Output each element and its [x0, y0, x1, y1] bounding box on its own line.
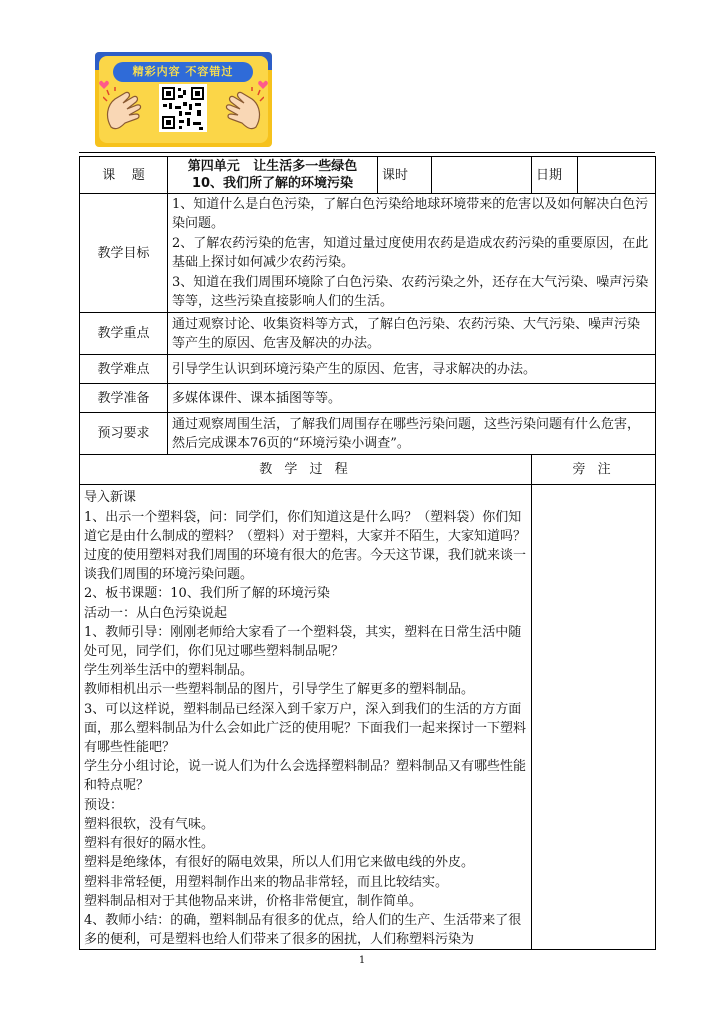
objective-line: 2、了解农药污染的危害，知道过量过度使用农药是造成农药污染的重要原因，在此基础上探讨如何减少农药污染。 — [172, 235, 649, 271]
row-label: 教学难点 — [80, 355, 168, 384]
process-paragraph: 2、板书课题：10、我们所了解的环境污染 — [84, 586, 330, 602]
row-label: 教学准备 — [80, 384, 168, 413]
difficulties-content: 引导学生认识到环境污染产生的原因、危害，寻求解决的办法。 — [168, 355, 656, 384]
process-paragraph: 3、可以这样说，塑料制品已经深入到千家万户，深入到我们的生活的方方面面，那么塑料制品为什么会如此广泛的使用呢？下面我们一起来探讨一下塑料有哪些性能吧？ — [84, 701, 527, 756]
qr-code-icon — [159, 84, 207, 132]
preparation-content: 多媒体课件、课本插图等等。 — [168, 384, 656, 413]
label-date: 日期 — [532, 157, 578, 194]
row-label: 预习要求 — [80, 413, 168, 455]
objective-line: 3、知道在我们周围环境除了白色污染、农药污染之外，还存在大气污染、噪声污染等等，这些污染直接影响人们的生活。 — [172, 274, 649, 310]
unit-title: 第四单元 让生活多一些绿色 — [187, 159, 358, 174]
process-paragraph: 导入新课 — [84, 490, 137, 506]
heart-icon — [99, 80, 109, 90]
process-paragraph: 1、教师引导：刚刚老师给大家看了一个塑料袋，其实，塑料在日常生活中随处可见，同学们，你们见过哪些塑料制品呢？ — [84, 624, 522, 660]
process-header-row — [80, 455, 656, 485]
header-row — [80, 157, 656, 194]
period-value[interactable] — [432, 157, 532, 194]
process-header: 教 学 过 程 — [80, 455, 532, 485]
page-number: 1 — [358, 955, 366, 966]
preparation-row — [80, 384, 656, 413]
process-paragraph: 活动一：从白色污染说起 — [84, 605, 228, 621]
process-paragraph: 教师相机出示一些塑料制品的图片，引导学生了解更多的塑料制品。 — [84, 682, 475, 698]
process-body-row — [80, 485, 656, 950]
heart-icon — [258, 80, 268, 90]
process-paragraph: 塑料是绝缘体，有很好的隔电效果，所以人们用它来做电线的外皮。 — [84, 855, 475, 871]
date-value[interactable] — [578, 157, 656, 194]
notes-header: 旁 注 — [532, 455, 656, 485]
preview-row — [80, 413, 656, 455]
process-paragraph: 塑料很软，没有气味。 — [84, 816, 215, 832]
objectives-content — [168, 194, 656, 313]
process-paragraph: 4、教师小结：的确，塑料制品有很多的优点，给人们的生产、生活带来了很多的便利，可是塑料也给人们带来了很多的困扰，人们称塑料污染为 — [84, 912, 522, 948]
promo-banner[interactable] — [95, 52, 272, 147]
lesson-plan-table — [79, 156, 656, 950]
key-points-content: 通过观察讨论、收集资料等方式，了解白色污染、农药污染、大气污染、噪声污染等产生的原因、危害及解决的办法。 — [168, 313, 656, 355]
process-paragraph: 塑料非常轻便，用塑料制作出来的物品非常轻，而且比较结实。 — [84, 874, 449, 890]
lesson-title-cell — [168, 157, 378, 194]
process-paragraph: 预设： — [84, 797, 124, 813]
process-paragraph: 学生列举生活中的塑料制品。 — [84, 663, 254, 679]
row-label: 教学目标 — [80, 194, 168, 313]
objective-line: 1、知道什么是白色污染，了解白色污染给地球环境带来的危害以及如何解决白色污染问题。 — [172, 197, 649, 232]
difficulties-row — [80, 355, 656, 384]
process-paragraph: 学生分小组讨论，说一说人们为什么会选择塑料制品？塑料制品又有哪些性能和特点呢？ — [84, 759, 527, 794]
key-points-row — [80, 313, 656, 355]
lesson-title: 10、我们所了解的环境污染 — [191, 176, 354, 191]
preview-content: 通过观察周围生活，了解我们周围存在哪些污染问题，这些污染问题有什么危害，然后完成课本76页的“环境污染小调查”。 — [168, 413, 656, 455]
row-label: 教学重点 — [80, 313, 168, 355]
label-ke-ti: 课 题 — [80, 157, 168, 194]
notes-content[interactable] — [532, 485, 656, 950]
banner-title: 精彩内容 不容错过 — [113, 62, 253, 82]
label-period: 课时 — [378, 157, 432, 194]
clapping-hands-right-icon — [222, 87, 264, 133]
clapping-hands-left-icon — [103, 87, 145, 133]
process-paragraph: 1、出示一个塑料袋，问：同学们，你们知道这是什么吗？（塑料袋）你们知道它是由什么制成的塑料？（塑料）对于塑料，大家并不陌生，大家知道吗？过度的使用塑料对我们周围的环境有很大的危害。今天这节课，我们就来谈一谈我们周围的环境污染问题。 — [84, 509, 527, 583]
process-paragraph: 塑料制品相对于其他物品来讲，价格非常便宜，制作简单。 — [84, 893, 423, 909]
header-rule — [79, 152, 655, 153]
process-paragraph: 塑料有很好的隔水性。 — [84, 836, 215, 852]
objectives-row — [80, 194, 656, 313]
process-content — [80, 485, 532, 950]
